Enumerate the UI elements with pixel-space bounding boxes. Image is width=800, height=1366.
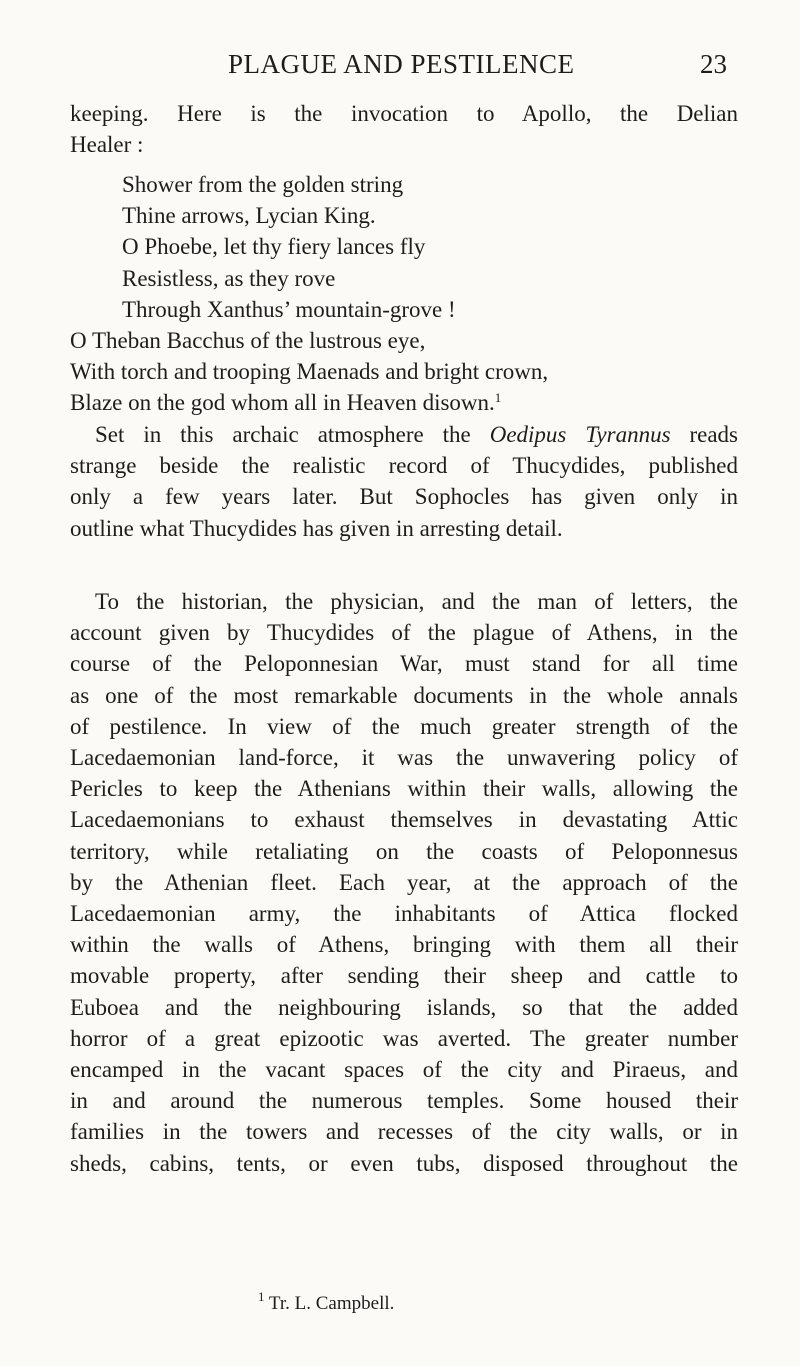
text-line: course of the Peloponnesian War, must stand for all time [70,651,738,677]
text-line: as one of the most remarkable documents in the whole annals [70,682,738,708]
footnote-text: Tr. L. Campbell. [268,1293,395,1314]
text-line: of pestilence. In view of the much greater strength of the [70,713,738,739]
text-line: in and around the numerous temples. Some housed their [70,1088,738,1114]
text-line: by the Athenian fleet. Each year, at the approach of the [70,869,738,895]
text-line: strange beside the realistic record of Thucydides, published [70,453,738,479]
text-line: encamped in the vacant spaces of the city and Piraeus, and [70,1057,738,1083]
text-line: Pericles to keep the Athenians within their walls, allowing the [70,776,738,802]
footnote-marker: 1 [258,1289,265,1304]
text-line: movable property, after sending their sheep and cattle to [70,963,738,989]
verse-line: Thine arrows, Lycian King. [122,203,376,229]
intro-paragraph [70,98,738,160]
verse-line: Resistless, as they rove [122,265,336,291]
text-line: To the historian, the physician, and the man of letters, the [95,589,738,614]
verse-line: O Theban Bacchus of the lustrous eye, [70,328,426,354]
text-line: outline what Thucydides has given in arresting detail. [70,515,563,541]
text-line [70,419,738,450]
text-line: Euboea and the neighbouring islands, so that the added [70,994,738,1020]
page-number: 23 [700,49,727,79]
text-line: horror of a great epizootic was averted. The greater number [70,1025,738,1051]
paragraph-thucydides [70,586,738,1179]
running-head [0,44,800,84]
text-line: within the walls of Athens, bringing with them all their [70,932,738,958]
text-line: account given by Thucydides of the plague of Athens, in the [70,620,738,646]
text-line: families in the towers and recesses of the city walls, or in [70,1119,738,1145]
verse-line-text: Blaze on the god whom all in Heaven disown. [70,390,495,416]
text-line: Lacedaemonian army, the inhabitants of Attica flocked [70,901,738,927]
text-line: Healer : [70,132,144,158]
text-line: territory, while retaliating on the coasts of Peloponnesus [70,838,738,864]
text-line: Lacedaemonians to exhaust themselves in devastating Attic [70,807,738,833]
verse-line: Through Xanthus’ mountain-grove ! [122,296,456,322]
text-fragment: Set in this archaic atmosphere the [95,422,490,447]
text-line: Lacedaemonian land-force, it was the unwavering policy of [70,745,738,771]
text-fragment: reads [670,422,739,447]
verse-line: With torch and trooping Maenads and bright crown, [70,359,549,385]
running-title: PLAGUE AND PESTILENCE [228,49,575,79]
paragraph-oedipus [70,419,738,544]
text-line: only a few years later. But Sophocles has given only in [70,484,738,510]
verse-quotation [70,169,548,419]
footnote-reference: 1 [494,390,502,406]
verse-line: O Phoebe, let thy fiery lances fly [122,234,426,260]
verse-line-last [70,387,548,418]
verse-line: Shower from the golden string [122,172,404,197]
work-title: Oedipus Tyrannus [489,422,671,447]
text-line: keeping. Here is the invocation to Apollo, the Delian [70,101,738,126]
footnote [258,1290,394,1318]
text-line: sheds, cabins, tents, or even tubs, disposed throughout the [70,1150,738,1176]
